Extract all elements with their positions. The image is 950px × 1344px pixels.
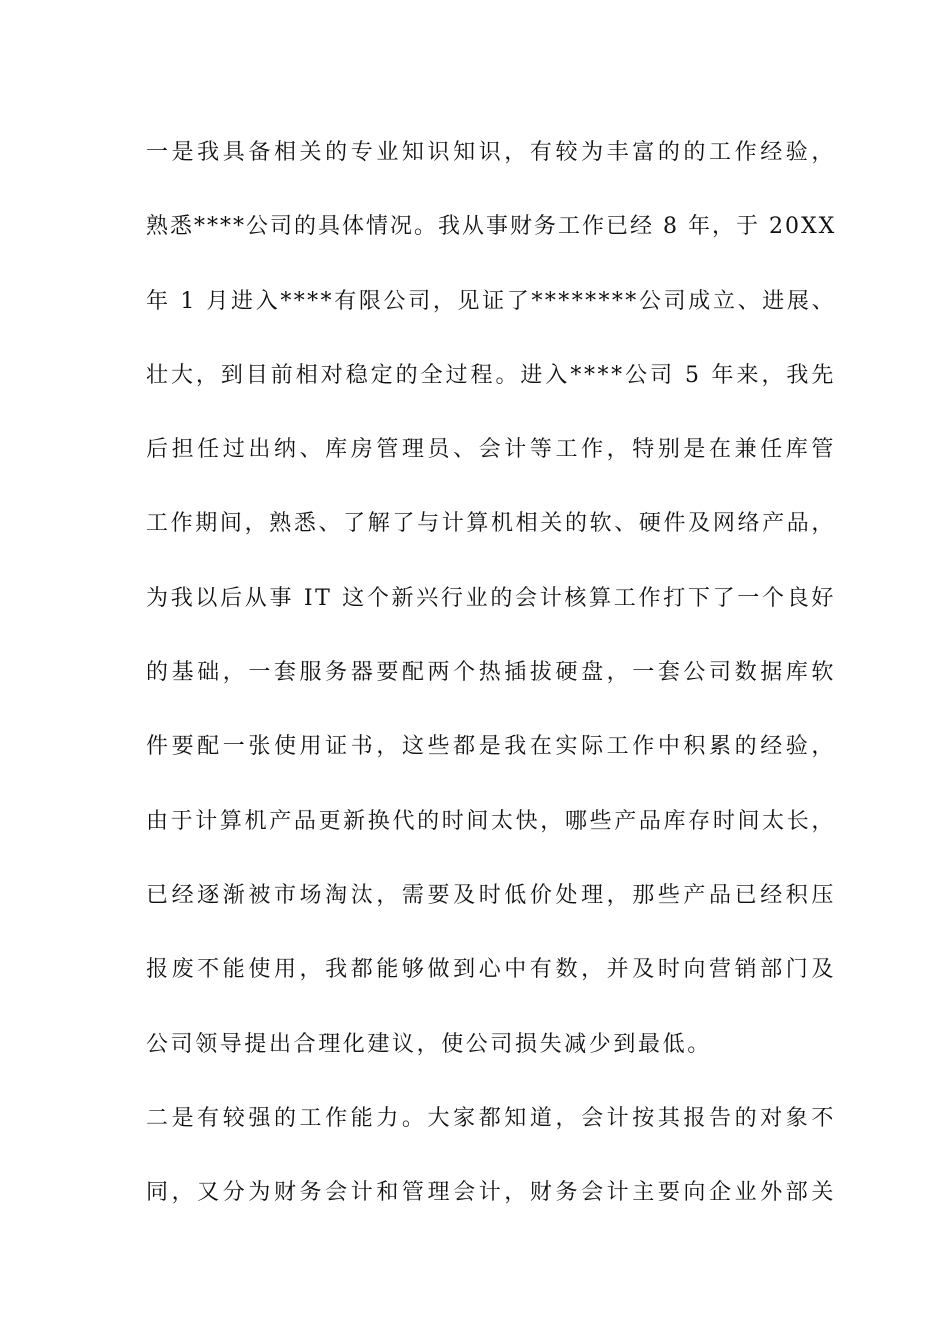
text-line: 已经逐渐被市场淘汰，需要及时低价处理，那些产品已经积压 bbox=[146, 882, 836, 908]
text-line: 二是有较强的工作能力。大家都知道，会计按其报告的对象不 bbox=[146, 1105, 836, 1131]
text-line: 壮大，到目前相对稳定的全过程。进入****公司 5 年来，我先 bbox=[146, 362, 836, 388]
body-text bbox=[146, 128, 836, 1242]
text-line: 熟悉****公司的具体情况。我从事财务工作已经 8 年，于 20XX bbox=[146, 214, 837, 240]
text-line: 件要配一张使用证书，这些都是我在实际工作中积累的经验， bbox=[146, 734, 836, 760]
text-line: 一是我具备相关的专业知识知识，有较为丰富的的工作经验， bbox=[146, 140, 836, 165]
text-line: 工作期间，熟悉、了解了与计算机相关的软、硬件及网络产品， bbox=[146, 511, 836, 537]
text-line: 的基础，一套服务器要配两个热插拔硬盘，一套公司数据库软 bbox=[146, 660, 836, 686]
text-line: 由于计算机产品更新换代的时间太快，哪些产品库存时间太长， bbox=[146, 808, 836, 834]
text-line: 后担任过出纳、库房管理员、会计等工作，特别是在兼任库管 bbox=[146, 437, 836, 463]
text-line: 年 1 月进入****有限公司，见证了********公司成立、进展、 bbox=[146, 288, 836, 314]
text-line: 报废不能使用，我都能够做到心中有数，并及时向营销部门及 bbox=[146, 957, 836, 983]
text-line: 为我以后从事 IT 这个新兴行业的会计核算工作打下了一个良好 bbox=[146, 585, 836, 611]
text-line: 同，又分为财务会计和管理会计，财务会计主要向企业外部关 bbox=[146, 1180, 836, 1206]
text-line: 公司领导提出合理化建议，使公司损失减少到最低。 bbox=[146, 1031, 712, 1057]
